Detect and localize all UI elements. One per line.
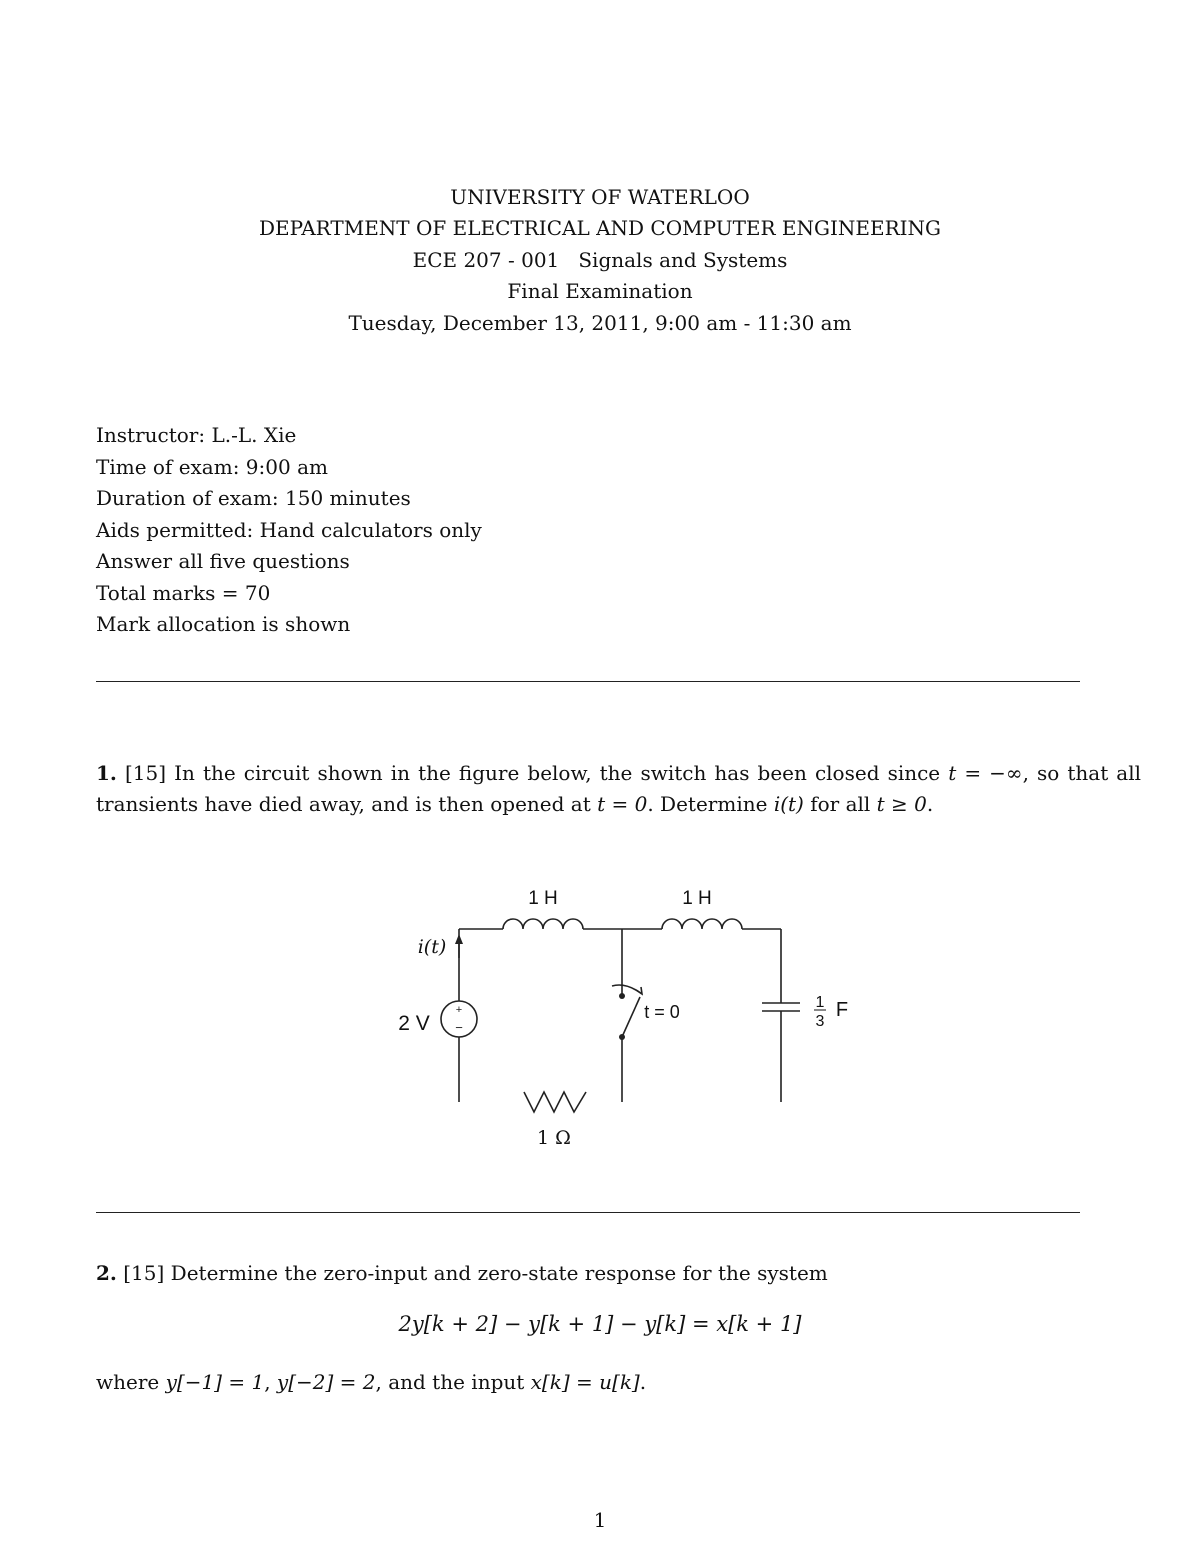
question-text: , — [264, 1370, 271, 1394]
plus-sign: + — [455, 1004, 463, 1016]
current-label: i(t) — [417, 936, 447, 958]
capacitor-denominator: 3 — [815, 1013, 825, 1030]
question-text: . Determine — [647, 792, 768, 816]
question-text: where — [96, 1370, 160, 1394]
info-duration: Duration of exam: 150 minutes — [96, 486, 411, 510]
math-inline: t = −∞ — [948, 761, 1023, 785]
minus-sign: − — [455, 1020, 463, 1035]
math-inline: x[k] = u[k] — [530, 1370, 640, 1394]
source-label: 2 V — [398, 1012, 430, 1035]
info-time: Time of exam: 9:00 am — [96, 454, 328, 479]
math-inline: y[−1] = 1 — [165, 1370, 265, 1394]
divider — [96, 1212, 1080, 1213]
info-aids: Aids permitted: Hand calculators only — [96, 517, 482, 542]
math-inline: i(t) — [773, 792, 804, 816]
info-mark-allocation: Mark allocation is shown — [96, 612, 351, 636]
question-text: . — [639, 1370, 647, 1394]
math-inline: t ≥ 0 — [876, 792, 927, 816]
question-text: . — [926, 792, 934, 816]
switch-label: t = 0 — [644, 1002, 680, 1022]
question-number: 2. — [96, 1261, 117, 1285]
question-text: Determine the zero-input and zero-state response for the system — [170, 1261, 828, 1285]
question-marks: [15] — [124, 761, 167, 785]
question-text: , so that all transients have died away, and is then opened at — [96, 761, 1142, 816]
question-2 — [96, 1258, 1141, 1289]
current-arrow-head — [455, 934, 463, 944]
info-instructor: Instructor: L.-L. Xie — [96, 423, 297, 447]
page-number: 1 — [593, 1508, 607, 1532]
inductor-2-label: 1 H — [682, 888, 712, 909]
inductor-2 — [662, 919, 742, 929]
inductor-1-label: 1 H — [528, 888, 558, 909]
question-number: 1. — [96, 761, 117, 785]
resistor — [524, 1092, 586, 1112]
course-title: ECE 207 - 001 Signals and Systems — [412, 248, 788, 272]
exam-date: Tuesday, December 13, 2011, 9:00 am - 11:30 am — [348, 311, 852, 335]
switch-contact — [619, 993, 625, 999]
info-answer: Answer all five questions — [96, 549, 350, 573]
department-title: DEPARTMENT OF ELECTRICAL AND COMPUTER ENGINEERING — [258, 216, 942, 240]
math-inline: t = 0 — [597, 792, 648, 816]
university-title: UNIVERSITY OF WATERLOO — [450, 185, 750, 209]
question-marks: [15] — [123, 1261, 165, 1285]
switch-arrow-head — [636, 987, 642, 994]
question-text: , and the input — [375, 1370, 525, 1394]
question-text: In the circuit shown in the figure below, the switch has been closed since — [174, 761, 941, 785]
capacitor-unit: F — [835, 999, 849, 1021]
question-text: for all — [810, 792, 871, 816]
math-inline: y[−2] = 2 — [276, 1370, 376, 1394]
switch-arrow — [612, 985, 642, 994]
difference-equation: 2y[k + 2] − y[k + 1] − y[k] = x[k + 1] — [398, 1312, 802, 1336]
switch-contact — [619, 1034, 625, 1040]
capacitor-numerator: 1 — [815, 994, 825, 1011]
switch-blade — [622, 997, 640, 1037]
info-total-marks: Total marks = 70 — [96, 580, 271, 605]
resistor-label: 1 Ω — [537, 1127, 571, 1149]
inductor-1 — [503, 919, 583, 929]
question-2-conditions — [96, 1367, 1141, 1398]
exam-title: Final Examination — [507, 279, 693, 303]
